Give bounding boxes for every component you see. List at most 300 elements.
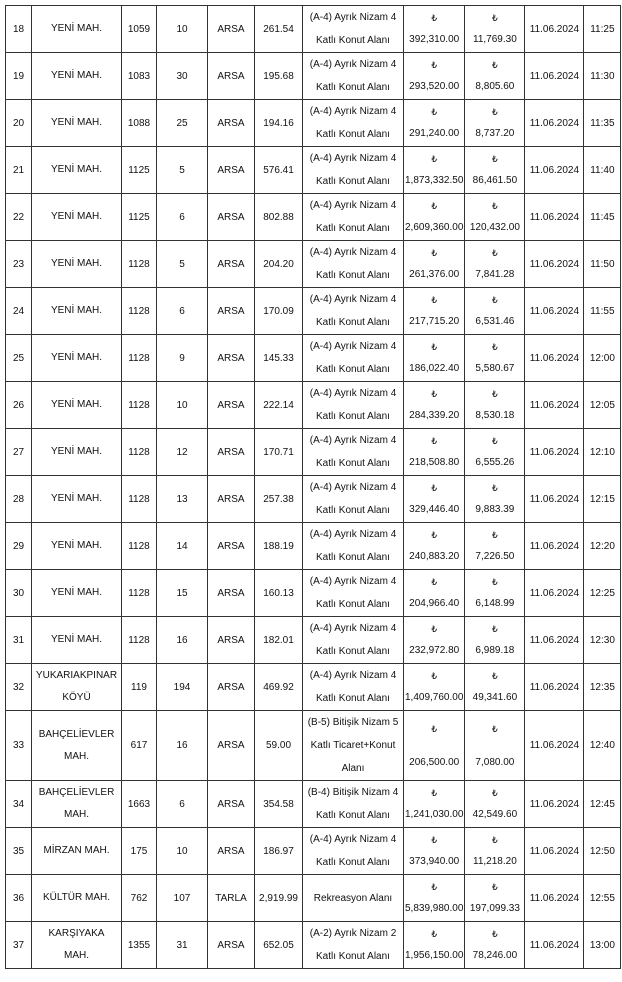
cell-area: 170.71 [255, 429, 303, 476]
cell-estimated-price-amount: 1,409,760.00 [405, 692, 464, 703]
cell-block-number: 1128 [122, 241, 157, 288]
lira-symbol: ₺ [492, 436, 498, 446]
table-row [6, 100, 621, 147]
cell-area: 170.09 [255, 288, 303, 335]
cell-row-number: 34 [6, 781, 32, 828]
cell-date: 11.06.2024 [525, 382, 584, 429]
cell-row-number: 21 [6, 147, 32, 194]
cell-deposit-amount: 7,841.28 [475, 269, 515, 280]
lira-symbol: ₺ [431, 723, 438, 734]
cell-neighborhood [32, 288, 122, 335]
cell-area: 802.88 [255, 194, 303, 241]
table-row [6, 194, 621, 241]
cell-time: 12:55 [584, 875, 621, 922]
cell-date: 11.06.2024 [525, 875, 584, 922]
cell-deposit [465, 194, 525, 241]
cell-neighborhood-line: YENİ MAH. [50, 399, 103, 410]
lira-symbol: ₺ [492, 248, 498, 258]
cell-zoning-line: Katlı Konut Alanı [316, 810, 390, 821]
lira-symbol: ₺ [492, 788, 498, 798]
cell-property-type: ARSA [208, 570, 255, 617]
cell-time: 12:10 [584, 429, 621, 476]
cell-time: 12:40 [584, 711, 621, 781]
cell-estimated-price-amount: 218,508.80 [409, 457, 460, 468]
cell-neighborhood-line: YUKARIAKPINAR [35, 670, 118, 681]
cell-row-number: 32 [6, 664, 32, 711]
cell-parcel-number: 5 [157, 241, 208, 288]
cell-zoning-line: (A-4) Ayrık Nizam 4 [309, 529, 397, 540]
cell-deposit-amount: 6,531.46 [475, 316, 515, 327]
cell-deposit [465, 476, 525, 523]
cell-deposit-amount: 11,218.20 [473, 856, 517, 867]
table-row [6, 241, 621, 288]
cell-deposit-amount: 11,769.30 [473, 34, 517, 45]
cell-zoning [303, 288, 404, 335]
cell-parcel-number: 13 [157, 476, 208, 523]
cell-estimated-price-amount: 2,609,360.00 [405, 222, 464, 233]
cell-block-number: 1125 [122, 147, 157, 194]
cell-zoning [303, 335, 404, 382]
cell-parcel-number: 10 [157, 6, 208, 53]
cell-estimated-price [404, 429, 465, 476]
cell-zoning-line: Katlı Konut Alanı [316, 129, 390, 140]
cell-zoning-line: Katlı Konut Alanı [316, 176, 390, 187]
cell-zoning-line: Katlı Konut Alanı [316, 82, 390, 93]
cell-neighborhood-line: KÖYÜ [62, 692, 91, 703]
cell-area: 204.20 [255, 241, 303, 288]
cell-neighborhood [32, 194, 122, 241]
cell-block-number: 119 [122, 664, 157, 711]
table-row [6, 476, 621, 523]
cell-property-type: ARSA [208, 53, 255, 100]
cell-row-number: 36 [6, 875, 32, 922]
cell-neighborhood [32, 147, 122, 194]
cell-neighborhood-line: YENİ MAH. [50, 164, 103, 175]
cell-deposit-amount: 7,226.50 [475, 551, 515, 562]
cell-property-type: ARSA [208, 194, 255, 241]
cell-date: 11.06.2024 [525, 241, 584, 288]
cell-zoning-line: (A-4) Ayrık Nizam 4 [309, 153, 397, 164]
cell-zoning [303, 382, 404, 429]
cell-neighborhood-line: MAH. [64, 809, 89, 820]
cell-zoning-line: (A-4) Ayrık Nizam 4 [309, 435, 397, 446]
cell-property-type: ARSA [208, 922, 255, 969]
cell-parcel-number: 15 [157, 570, 208, 617]
cell-row-number: 18 [6, 6, 32, 53]
cell-neighborhood-line: YENİ MAH. [50, 634, 103, 645]
cell-neighborhood [32, 570, 122, 617]
cell-zoning-line: Katlı Konut Alanı [316, 270, 390, 281]
cell-property-type: ARSA [208, 6, 255, 53]
lira-symbol: ₺ [431, 201, 438, 211]
cell-time: 12:35 [584, 664, 621, 711]
cell-neighborhood-line: BAHÇELİEVLER [38, 787, 115, 798]
cell-zoning-line: Katlı Konut Alanı [316, 458, 390, 469]
cell-neighborhood [32, 781, 122, 828]
cell-block-number: 1128 [122, 288, 157, 335]
cell-estimated-price [404, 711, 465, 781]
cell-row-number: 35 [6, 828, 32, 875]
cell-deposit-amount: 86,461.50 [472, 175, 518, 186]
cell-estimated-price-amount: 291,240.00 [409, 128, 460, 139]
cell-parcel-number: 16 [157, 617, 208, 664]
cell-estimated-price-amount: 293,520.00 [409, 81, 460, 92]
cell-estimated-price-amount: 373,940.00 [409, 856, 460, 867]
cell-row-number: 19 [6, 53, 32, 100]
cell-time: 11:50 [584, 241, 621, 288]
cell-date: 11.06.2024 [525, 100, 584, 147]
cell-neighborhood-line: YENİ MAH. [50, 23, 103, 34]
table-row [6, 429, 621, 476]
lira-symbol: ₺ [492, 723, 498, 734]
cell-zoning-line: Katlı Konut Alanı [316, 317, 390, 328]
cell-estimated-price-amount: 186,022.40 [409, 363, 460, 374]
cell-neighborhood [32, 711, 122, 781]
table-row [6, 711, 621, 781]
cell-neighborhood [32, 335, 122, 382]
cell-block-number: 1128 [122, 617, 157, 664]
cell-deposit [465, 617, 525, 664]
lira-symbol: ₺ [492, 13, 498, 23]
cell-deposit-amount: 78,246.00 [472, 950, 518, 961]
cell-neighborhood-line: BAHÇELİEVLER [38, 728, 115, 740]
cell-deposit [465, 100, 525, 147]
cell-deposit [465, 523, 525, 570]
cell-neighborhood-line: KÜLTÜR MAH. [42, 892, 111, 903]
cell-row-number: 33 [6, 711, 32, 781]
lira-symbol: ₺ [431, 788, 438, 798]
cell-time: 12:30 [584, 617, 621, 664]
cell-parcel-number: 6 [157, 194, 208, 241]
cell-estimated-price [404, 781, 465, 828]
cell-zoning-line: (A-4) Ayrık Nizam 4 [309, 482, 397, 493]
cell-area: 2,919.99 [255, 875, 303, 922]
cell-zoning [303, 922, 404, 969]
cell-time: 12:20 [584, 523, 621, 570]
cell-deposit [465, 922, 525, 969]
table-row [6, 6, 621, 53]
cell-zoning [303, 100, 404, 147]
cell-deposit-amount: 6,555.26 [475, 457, 515, 468]
cell-estimated-price [404, 664, 465, 711]
cell-time: 12:15 [584, 476, 621, 523]
cell-zoning-line: Katlı Konut Alanı [316, 693, 390, 704]
cell-property-type: ARSA [208, 100, 255, 147]
cell-deposit-amount: 197,099.33 [469, 903, 520, 914]
cell-property-type: ARSA [208, 147, 255, 194]
lira-symbol: ₺ [431, 342, 438, 352]
cell-block-number: 1663 [122, 781, 157, 828]
cell-date: 11.06.2024 [525, 617, 584, 664]
cell-estimated-price-amount: 232,972.80 [409, 645, 460, 656]
cell-estimated-price-amount: 240,883.20 [409, 551, 460, 562]
cell-estimated-price [404, 147, 465, 194]
cell-zoning-line: Katlı Konut Alanı [316, 35, 390, 46]
cell-neighborhood-line: YENİ MAH. [50, 587, 103, 598]
cell-zoning-line: Katlı Ticaret+Konut [310, 740, 396, 751]
cell-block-number: 1355 [122, 922, 157, 969]
cell-row-number: 23 [6, 241, 32, 288]
cell-neighborhood-line: YENİ MAH. [50, 70, 103, 81]
cell-zoning-line: (A-4) Ayrık Nizam 4 [309, 247, 397, 258]
cell-neighborhood-line: YENİ MAH. [50, 493, 103, 504]
cell-deposit-amount: 42,549.60 [472, 809, 518, 820]
cell-area: 186.97 [255, 828, 303, 875]
cell-estimated-price [404, 53, 465, 100]
lira-symbol: ₺ [492, 342, 498, 352]
table-row [6, 781, 621, 828]
cell-zoning-line: (A-4) Ayrık Nizam 4 [309, 59, 397, 70]
cell-property-type: ARSA [208, 241, 255, 288]
lira-symbol: ₺ [492, 60, 498, 70]
cell-property-type: TARLA [208, 875, 255, 922]
cell-date: 11.06.2024 [525, 147, 584, 194]
cell-estimated-price-amount: 206,500.00 [409, 756, 460, 768]
cell-block-number: 1128 [122, 382, 157, 429]
lira-symbol: ₺ [492, 671, 498, 681]
cell-parcel-number: 10 [157, 382, 208, 429]
lira-symbol: ₺ [431, 295, 438, 305]
cell-block-number: 1128 [122, 523, 157, 570]
cell-date: 11.06.2024 [525, 429, 584, 476]
cell-property-type: ARSA [208, 664, 255, 711]
cell-date: 11.06.2024 [525, 194, 584, 241]
cell-neighborhood [32, 6, 122, 53]
lira-symbol: ₺ [431, 389, 438, 399]
lira-symbol: ₺ [431, 60, 438, 70]
cell-property-type: ARSA [208, 828, 255, 875]
cell-estimated-price [404, 288, 465, 335]
cell-parcel-number: 16 [157, 711, 208, 781]
cell-neighborhood-line: YENİ MAH. [50, 446, 103, 457]
lira-symbol: ₺ [492, 107, 498, 117]
cell-property-type: ARSA [208, 288, 255, 335]
cell-property-type: ARSA [208, 711, 255, 781]
cell-neighborhood [32, 664, 122, 711]
cell-zoning [303, 147, 404, 194]
cell-area: 160.13 [255, 570, 303, 617]
lira-symbol: ₺ [431, 530, 438, 540]
cell-area: 222.14 [255, 382, 303, 429]
cell-row-number: 29 [6, 523, 32, 570]
cell-date: 11.06.2024 [525, 335, 584, 382]
cell-zoning-line: (A-2) Ayrık Nizam 2 [309, 928, 397, 939]
lira-symbol: ₺ [431, 835, 438, 845]
lira-symbol: ₺ [492, 389, 498, 399]
cell-deposit-amount: 8,530.18 [475, 410, 515, 421]
lira-symbol: ₺ [492, 295, 498, 305]
lira-symbol: ₺ [492, 624, 498, 634]
lira-symbol: ₺ [431, 13, 438, 23]
cell-parcel-number: 31 [157, 922, 208, 969]
property-auction-table [5, 5, 621, 969]
cell-neighborhood [32, 429, 122, 476]
cell-zoning-line: Katlı Konut Alanı [316, 552, 390, 563]
lira-symbol: ₺ [431, 577, 438, 587]
cell-neighborhood-line: YENİ MAH. [50, 352, 103, 363]
cell-estimated-price-amount: 261,376.00 [409, 269, 460, 280]
cell-deposit [465, 6, 525, 53]
cell-estimated-price-amount: 1,241,030.00 [405, 809, 464, 820]
cell-zoning-line: Katlı Konut Alanı [316, 857, 390, 868]
table-row [6, 664, 621, 711]
cell-property-type: ARSA [208, 523, 255, 570]
cell-deposit-amount: 120,432.00 [469, 222, 520, 233]
cell-zoning [303, 476, 404, 523]
cell-estimated-price [404, 570, 465, 617]
cell-deposit [465, 335, 525, 382]
cell-deposit [465, 781, 525, 828]
cell-estimated-price [404, 828, 465, 875]
cell-area: 469.92 [255, 664, 303, 711]
cell-row-number: 28 [6, 476, 32, 523]
cell-deposit-amount: 7,080.00 [475, 756, 515, 768]
cell-deposit [465, 711, 525, 781]
cell-area: 354.58 [255, 781, 303, 828]
cell-neighborhood-line: YENİ MAH. [50, 117, 103, 128]
cell-zoning-line: (B-5) Bitişik Nizam 5 [307, 717, 399, 728]
cell-neighborhood [32, 476, 122, 523]
cell-estimated-price [404, 241, 465, 288]
cell-estimated-price-amount: 1,956,150.00 [405, 950, 464, 961]
cell-zoning [303, 711, 404, 781]
cell-deposit [465, 828, 525, 875]
table-row [6, 53, 621, 100]
lira-symbol: ₺ [492, 483, 498, 493]
lira-symbol: ₺ [431, 882, 438, 892]
cell-row-number: 31 [6, 617, 32, 664]
cell-estimated-price [404, 476, 465, 523]
cell-time: 11:35 [584, 100, 621, 147]
cell-zoning-line: Alanı [341, 763, 365, 774]
cell-zoning [303, 429, 404, 476]
cell-neighborhood-line: YENİ MAH. [50, 211, 103, 222]
cell-zoning [303, 617, 404, 664]
cell-parcel-number: 194 [157, 664, 208, 711]
lira-symbol: ₺ [492, 201, 498, 211]
lira-symbol: ₺ [431, 483, 438, 493]
cell-row-number: 30 [6, 570, 32, 617]
cell-deposit-amount: 8,805.60 [475, 81, 515, 92]
cell-date: 11.06.2024 [525, 523, 584, 570]
cell-deposit-amount: 49,341.60 [472, 692, 518, 703]
cell-neighborhood-line: YENİ MAH. [50, 540, 103, 551]
cell-deposit [465, 53, 525, 100]
cell-area: 261.54 [255, 6, 303, 53]
lira-symbol: ₺ [492, 530, 498, 540]
cell-row-number: 25 [6, 335, 32, 382]
cell-time: 11:25 [584, 6, 621, 53]
cell-property-type: ARSA [208, 476, 255, 523]
lira-symbol: ₺ [492, 882, 498, 892]
lira-symbol: ₺ [431, 107, 438, 117]
lira-symbol: ₺ [431, 671, 438, 681]
table-row [6, 570, 621, 617]
cell-zoning-line: (A-4) Ayrık Nizam 4 [309, 670, 397, 681]
cell-estimated-price [404, 6, 465, 53]
lira-symbol: ₺ [492, 154, 498, 164]
cell-deposit-amount: 9,883.39 [475, 504, 515, 515]
cell-parcel-number: 30 [157, 53, 208, 100]
cell-deposit-amount: 6,148.99 [475, 598, 515, 609]
cell-estimated-price [404, 523, 465, 570]
table-row [6, 147, 621, 194]
cell-deposit [465, 664, 525, 711]
cell-property-type: ARSA [208, 335, 255, 382]
table-row [6, 382, 621, 429]
cell-property-type: ARSA [208, 382, 255, 429]
cell-zoning-line: Katlı Konut Alanı [316, 599, 390, 610]
cell-area: 145.33 [255, 335, 303, 382]
cell-neighborhood-line: KARŞIYAKA [48, 928, 105, 939]
cell-deposit [465, 241, 525, 288]
cell-property-type: ARSA [208, 781, 255, 828]
cell-parcel-number: 9 [157, 335, 208, 382]
cell-block-number: 1083 [122, 53, 157, 100]
cell-parcel-number: 14 [157, 523, 208, 570]
cell-area: 257.38 [255, 476, 303, 523]
cell-zoning [303, 664, 404, 711]
lira-symbol: ₺ [492, 835, 498, 845]
cell-row-number: 26 [6, 382, 32, 429]
cell-estimated-price [404, 382, 465, 429]
cell-zoning [303, 6, 404, 53]
cell-time: 11:55 [584, 288, 621, 335]
cell-parcel-number: 12 [157, 429, 208, 476]
table-row [6, 828, 621, 875]
cell-neighborhood-line: YENİ MAH. [50, 258, 103, 269]
cell-zoning [303, 241, 404, 288]
cell-area: 188.19 [255, 523, 303, 570]
cell-parcel-number: 6 [157, 781, 208, 828]
lira-symbol: ₺ [431, 248, 438, 258]
cell-parcel-number: 107 [157, 875, 208, 922]
cell-zoning-line: Rekreasyon Alanı [313, 892, 393, 904]
cell-neighborhood [32, 828, 122, 875]
lira-symbol: ₺ [431, 929, 438, 939]
cell-block-number: 1128 [122, 476, 157, 523]
cell-date: 11.06.2024 [525, 828, 584, 875]
table-row [6, 922, 621, 969]
cell-block-number: 1128 [122, 335, 157, 382]
cell-zoning [303, 570, 404, 617]
cell-zoning-line: Katlı Konut Alanı [316, 223, 390, 234]
cell-row-number: 24 [6, 288, 32, 335]
cell-zoning-line: (A-4) Ayrık Nizam 4 [309, 623, 397, 634]
cell-zoning-line: (B-4) Bitişik Nizam 4 [307, 787, 399, 798]
cell-time: 13:00 [584, 922, 621, 969]
cell-time: 11:40 [584, 147, 621, 194]
cell-estimated-price-amount: 392,310.00 [409, 34, 460, 45]
cell-time: 12:00 [584, 335, 621, 382]
cell-block-number: 617 [122, 711, 157, 781]
cell-estimated-price [404, 335, 465, 382]
cell-neighborhood [32, 875, 122, 922]
cell-date: 11.06.2024 [525, 288, 584, 335]
cell-block-number: 1128 [122, 570, 157, 617]
cell-estimated-price-amount: 217,715.20 [409, 316, 460, 327]
cell-area: 59.00 [255, 711, 303, 781]
cell-zoning [303, 781, 404, 828]
cell-parcel-number: 10 [157, 828, 208, 875]
cell-row-number: 37 [6, 922, 32, 969]
cell-date: 11.06.2024 [525, 664, 584, 711]
table-row [6, 288, 621, 335]
cell-zoning-line: (A-4) Ayrık Nizam 4 [309, 576, 397, 587]
cell-deposit-amount: 5,580.67 [475, 363, 515, 374]
lira-symbol: ₺ [431, 624, 438, 634]
cell-zoning-line: (A-4) Ayrık Nizam 4 [309, 294, 397, 305]
